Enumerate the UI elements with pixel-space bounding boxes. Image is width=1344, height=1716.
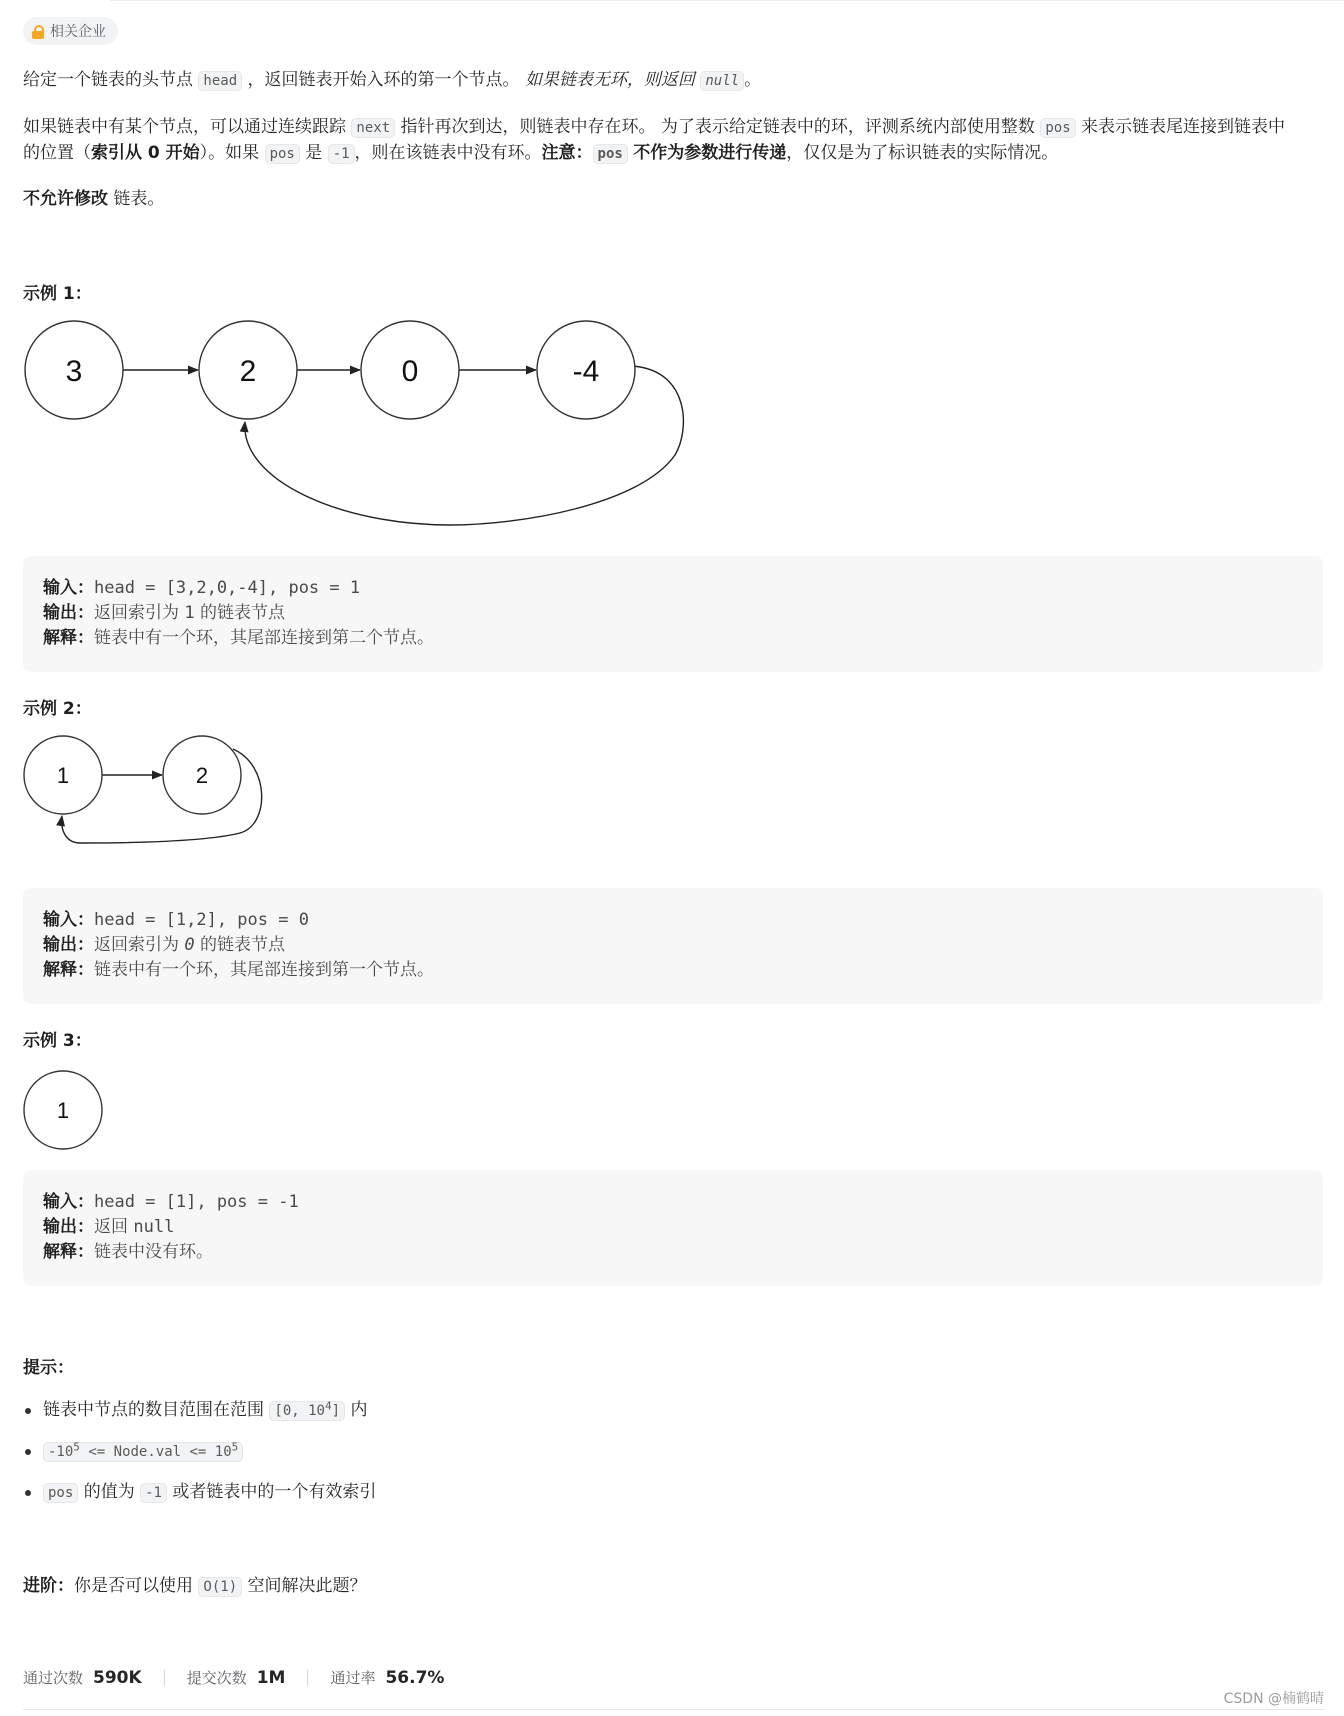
node-value: 2 [195, 762, 209, 788]
hint-code: -1 [140, 1483, 167, 1503]
hint-item [23, 1478, 376, 1519]
stat-rate-label: 通过率 [330, 1669, 376, 1687]
bottom-divider [23, 1709, 1324, 1710]
inline-code: pos [1040, 118, 1075, 138]
node-value: 1 [56, 762, 70, 788]
input-key: 输入： [43, 910, 94, 930]
explain-value: 链表中有一个环，其尾部连接到第二个节点。 [94, 628, 434, 648]
hint-text: 链表中节点的数目范围在范围 [43, 1400, 270, 1420]
output-text: 的链表节点 [194, 603, 286, 623]
example-3-diagram [0, 1060, 120, 1155]
statement-text: ，则在该链表中没有环。 [354, 143, 542, 163]
input-key: 输入： [43, 1192, 94, 1212]
stat-divider [307, 1670, 308, 1686]
statement-text: 指针再次到达，则链表中存在环。 为了表示给定链表中的环，评测系统内部使用整数 [395, 117, 1041, 137]
inline-code: pos [593, 144, 628, 164]
followup-text: 你是否可以使用 [74, 1576, 199, 1596]
hint-superscript: 5 [231, 1440, 239, 1454]
output-text: 返回 [94, 1217, 134, 1237]
watermark: CSDN @楠鹤晴 [1223, 1691, 1324, 1707]
hint-superscript: 5 [73, 1440, 80, 1454]
input-value: head = [3,2,0,-4], pos = 1 [94, 578, 361, 598]
input-key: 输入： [43, 578, 94, 598]
stats-bar [23, 1667, 444, 1688]
input-value: head = [1,2], pos = 0 [94, 910, 309, 930]
node-value: 2 [239, 354, 257, 388]
statement-text: 链表。 [108, 189, 165, 209]
hint-item [23, 1396, 376, 1437]
explain-value: 链表中没有环。 [94, 1242, 213, 1262]
statement-text: 来表示链表尾连接到链表中 [1075, 117, 1286, 137]
statement-paragraph-3 [23, 186, 164, 212]
stat-accepted-label: 通过次数 [23, 1669, 84, 1687]
output-text: 的链表节点 [194, 935, 286, 955]
inline-code: -1 [328, 144, 355, 164]
output-key: 输出： [43, 603, 94, 623]
stat-submissions-label: 提交次数 [186, 1669, 247, 1687]
statement-paragraph-2 [23, 114, 1285, 141]
stat-rate-value: 56.7% [385, 1667, 445, 1688]
inline-code: next [351, 118, 395, 138]
statement-text: ，仅仅是为了标识链表的实际情况。 [786, 143, 1059, 163]
hint-code-part: -10 [48, 1444, 74, 1460]
statement-text: ，返回链表开始入环的第一个节点。 [242, 70, 525, 90]
explain-value: 链表中有一个环，其尾部连接到第一个节点。 [94, 960, 434, 980]
hint-item [23, 1437, 376, 1478]
example-2-output [43, 933, 1303, 958]
example-3-input [43, 1190, 1303, 1215]
output-text: 返回索引为 [94, 935, 185, 955]
example-1-output [43, 601, 1303, 626]
statement-text: 。 [744, 70, 762, 90]
statement-bold: 不作为参数进行传递 [633, 143, 787, 163]
statement-bold: 不允许修改 [23, 189, 108, 209]
node-value: 3 [65, 354, 83, 388]
hint-code-part: ] [331, 1403, 341, 1419]
output-value: 0 [184, 935, 195, 955]
example-3-title: 示例 3： [23, 1031, 92, 1051]
input-value: head = [1], pos = -1 [94, 1192, 299, 1212]
example-1-explain [43, 626, 1303, 651]
example-1-title: 示例 1： [23, 284, 92, 304]
example-2-box [23, 888, 1323, 1004]
output-value: 1 [184, 603, 195, 623]
output-text: 返回索引为 [94, 603, 185, 623]
node-value: 1 [56, 1097, 70, 1123]
hint-code-part: [0, 10 [274, 1403, 325, 1419]
hint-text: 的值为 [78, 1482, 141, 1502]
hint-text: 内 [345, 1400, 368, 1420]
inline-code: null [700, 71, 744, 91]
top-divider [110, 0, 1344, 1]
node-value: -4 [572, 354, 600, 388]
stat-divider [164, 1670, 165, 1686]
followup-text: 空间解决此题？ [242, 1576, 367, 1596]
inline-code: pos [265, 144, 300, 164]
statement-text: 给定一个链表的头节点 [23, 70, 199, 90]
explain-key: 解释： [43, 628, 94, 648]
explain-key: 解释： [43, 960, 94, 980]
hint-superscript: 4 [324, 1399, 332, 1413]
example-1-input [43, 576, 1303, 601]
statement-text: 的位置（ [23, 143, 91, 163]
output-value: null [133, 1217, 175, 1237]
hints-title: 提示： [23, 1358, 74, 1378]
example-1-diagram [0, 310, 720, 545]
output-key: 输出： [43, 1217, 94, 1237]
followup-code: O(1) [198, 1577, 242, 1597]
example-3-explain [43, 1240, 1303, 1265]
example-2-input [43, 908, 1303, 933]
explain-key: 解释： [43, 1242, 94, 1262]
example-3-output [43, 1215, 1303, 1240]
statement-text: ）。如果 [199, 143, 265, 163]
lock-icon [32, 25, 44, 38]
example-2-diagram [0, 725, 300, 873]
inline-code: head [198, 71, 242, 91]
stat-accepted-value: 590K [93, 1667, 142, 1688]
node-value: 0 [401, 354, 419, 388]
stat-submissions-value: 1M [256, 1667, 286, 1688]
hint-code: pos [43, 1483, 78, 1503]
statement-paragraph-2-cont [23, 140, 1058, 167]
statement-text: 如果链表中有某个节点，可以通过连续跟踪 [23, 117, 352, 137]
example-2-title: 示例 2： [23, 699, 92, 719]
hints-list [23, 1396, 376, 1519]
example-3-box [23, 1170, 1323, 1286]
hint-code-part: <= Node.val <= 10 [79, 1444, 232, 1460]
tag-label: 相关企业 [50, 24, 106, 40]
statement-paragraph-1 [23, 67, 761, 94]
statement-bold: 索引从 0 开始 [91, 143, 200, 163]
hint-code [269, 1401, 345, 1421]
hint-text: 或者链表中的一个有效索引 [166, 1482, 377, 1502]
statement-bold: 注意： [541, 143, 593, 163]
statement-italic: 如果链表无环，则返回 [524, 70, 695, 90]
hint-code [43, 1442, 243, 1462]
example-1-box [23, 556, 1323, 672]
example-2-explain [43, 958, 1303, 983]
output-key: 输出： [43, 935, 94, 955]
related-companies-tag[interactable] [23, 17, 118, 45]
followup [23, 1573, 367, 1600]
statement-text: 是 [299, 143, 328, 163]
followup-label: 进阶： [23, 1576, 74, 1596]
